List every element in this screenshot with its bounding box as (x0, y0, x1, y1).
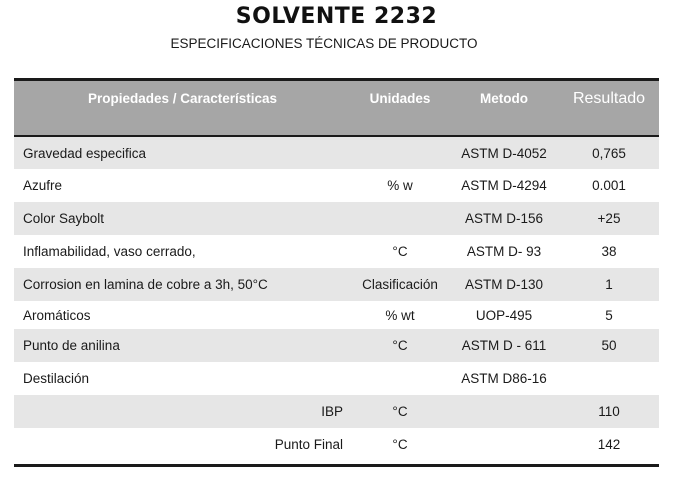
table-row (14, 268, 659, 301)
row-property: Gravedad especifica (23, 145, 147, 161)
row-property: Aromáticos (23, 307, 91, 323)
table-row (14, 362, 659, 395)
table-row (14, 202, 659, 235)
row-unit: °C (392, 404, 408, 419)
row-unit: % wt (385, 307, 415, 323)
row-result: +25 (597, 211, 621, 226)
row-method (449, 428, 559, 461)
table-row (14, 136, 659, 169)
row-result: 1 (605, 277, 613, 292)
row-unit (351, 136, 449, 169)
row-method: ASTM D86-16 (461, 371, 547, 386)
row-unit: Clasificación (362, 277, 438, 292)
row-unit: °C (392, 244, 408, 259)
row-result: 0.001 (592, 178, 626, 193)
row-result: 110 (598, 404, 620, 419)
header-unit: Unidades (369, 91, 431, 106)
spec-table (14, 81, 659, 461)
row-result: 0,765 (592, 145, 626, 161)
row-method: ASTM D-4294 (461, 178, 547, 193)
table-row (14, 395, 659, 428)
table-row (14, 169, 659, 202)
table-row (14, 301, 659, 329)
row-property: Color Saybolt (23, 211, 105, 226)
table-bottom-rule (14, 464, 659, 467)
header-result: Resultado (572, 90, 646, 107)
table-header-row (14, 81, 659, 136)
row-unit: % w (387, 178, 413, 193)
product-subtitle: ESPECIFICACIONES TÉCNICAS DE PRODUCTO (170, 36, 478, 51)
row-method: ASTM D-4052 (461, 145, 547, 161)
header-method: Metodo (480, 91, 528, 106)
row-method: UOP-495 (475, 307, 533, 323)
row-method: ASTM D - 611 (461, 338, 547, 353)
table-row (14, 329, 659, 362)
row-method (449, 395, 559, 428)
row-property: Destilación (23, 371, 90, 386)
table-row (14, 428, 659, 461)
row-method: ASTM D-130 (464, 277, 544, 292)
spec-table-container (14, 78, 659, 467)
row-property: Azufre (23, 178, 63, 193)
row-result (559, 362, 659, 395)
row-unit: °C (392, 338, 408, 353)
row-unit (351, 362, 449, 395)
row-unit (351, 202, 449, 235)
row-property: Punto Final (274, 437, 343, 452)
row-method: ASTM D- 93 (466, 244, 542, 259)
table-row (14, 235, 659, 268)
row-result: 142 (597, 437, 621, 452)
row-property: IBP (321, 404, 343, 419)
row-unit: °C (392, 437, 408, 452)
row-property: Inflamabilidad, vaso cerrado, (23, 244, 196, 259)
row-result: 5 (605, 307, 613, 323)
row-method: ASTM D-156 (464, 211, 544, 226)
row-property: Corrosion en lamina de cobre a 3h, 50°C (23, 277, 268, 292)
product-title: SOLVENTE 2232 (235, 4, 438, 29)
row-result: 50 (601, 338, 617, 353)
header-property: Propiedades / Características (87, 91, 278, 106)
row-result: 38 (601, 244, 617, 259)
row-property: Punto de anilina (23, 338, 120, 353)
